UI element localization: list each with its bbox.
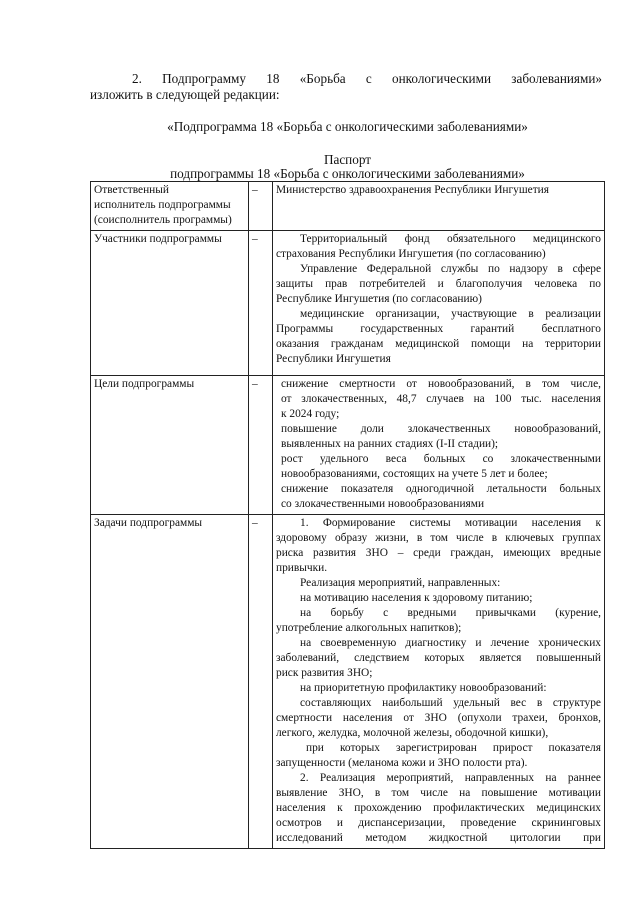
content-line: на своевременную диагностику и лечение хронических — [300, 637, 601, 649]
intro-paragraph-line1: 2. Подпрограмму 18 «Борьба с онкологическими заболеваниями» — [132, 71, 602, 86]
content-line: 1. Формирование системы мотивации населения к — [300, 517, 601, 529]
passport-title: Паспорт — [323, 152, 372, 167]
content-line: защиты прав потребителей и благополучия человека по — [276, 278, 601, 290]
content-line: Министерство здравоохранения Республики Ингушетия — [276, 184, 550, 196]
table-row-participants — [91, 231, 605, 376]
content-line: Республике Ингушетия (по согласованию) — [276, 293, 482, 305]
content-line: рост удельного веса больных со злокачественными — [281, 453, 601, 465]
content-line: исследований методом жидкостной цитологии при — [276, 832, 601, 844]
row-label — [91, 231, 249, 376]
label-line: (соисполнитель программы) — [94, 214, 232, 226]
subprogram-heading: «Подпрограмма 18 «Борьба с онкологическими заболеваниями» — [167, 119, 528, 134]
intro-paragraph-line2: изложить в следующей редакции: — [90, 87, 280, 102]
label-line: Задачи подпрограммы — [94, 517, 203, 529]
content-line: при которых зарегистрирован прирост показателя — [306, 742, 601, 754]
content-line: снижение показателя одногодичной летальности больных — [281, 483, 601, 495]
passport-table — [90, 181, 605, 849]
table-row-responsible — [91, 182, 605, 231]
content-line: риска развития ЗНО – среди граждан, имеющих вредные — [276, 547, 601, 559]
content-line: на приоритетную профилактику новообразований: — [300, 682, 547, 694]
content-line: здоровому образу жизни, в том числе в ключевых группах — [276, 532, 601, 544]
content-line: запущенности (меланома кожи и ЗНО полости рта). — [276, 757, 528, 769]
content-line: осмотров и диспансеризации, проведение скрининговых — [276, 817, 601, 829]
content-line: привычки. — [276, 562, 328, 574]
table-row-tasks — [91, 515, 605, 849]
content-line: Управление Федеральной службы по надзору в сфере — [300, 263, 601, 275]
label-line: Участники подпрограммы — [94, 233, 222, 245]
content-line: на мотивацию населения к здоровому питанию; — [300, 592, 533, 604]
content-line: Программы государственных гарантий бесплатного — [276, 323, 601, 335]
passport-subtitle: подпрограммы 18 «Борьба с онкологическими заболеваниями» — [170, 166, 525, 181]
content-line: новообразованиями, состоящих на учете 5 лет и более; — [281, 468, 548, 480]
content-line: Республики Ингушетия — [276, 353, 391, 365]
label-line: Цели подпрограммы — [94, 378, 195, 390]
row-content — [273, 231, 605, 376]
content-line: выявленных на ранних стадиях (I-II стадии); — [281, 438, 499, 450]
content-line: медицинские организации, участвующие в реализации — [300, 308, 601, 320]
content-line: страхования Республики Ингушетия (по согласованию) — [276, 248, 546, 260]
content-line: выявление ЗНО, в том числе на повышение мотивации — [276, 787, 601, 799]
content-line: употребление алкогольных напитков); — [276, 622, 462, 634]
content-line: Территориальный фонд обязательного медицинского — [300, 233, 601, 245]
content-line: повышение доли злокачественных новообразований, — [281, 423, 601, 435]
content-line: оказания гражданам медицинской помощи на территории — [276, 338, 601, 350]
dash-cell: – — [249, 376, 273, 515]
row-content — [273, 182, 605, 231]
row-label — [91, 515, 249, 849]
content-line: риск развития ЗНО; — [276, 667, 373, 679]
dash-cell: – — [249, 231, 273, 376]
content-line: от злокачественных, 48,7 случаев на 100 тыс. населения — [281, 393, 601, 405]
content-line: смертности населения от ЗНО (опухоли трахеи, бронхов, — [276, 712, 601, 724]
content-line: населения к прохождению профилактических медицинских — [276, 802, 601, 814]
content-line: со злокачественными новообразованиями — [281, 498, 485, 510]
table-row-goals — [91, 376, 605, 515]
content-line: составляющих наибольший удельный вес в структуре — [300, 697, 601, 709]
content-line: заболеваний, следствием которых является повышенный — [276, 652, 601, 664]
row-label — [91, 376, 249, 515]
content-line: снижение смертности от новообразований, в том числе, — [281, 378, 601, 390]
label-line: исполнитель подпрограммы — [94, 199, 231, 211]
dash-cell: – — [249, 515, 273, 849]
content-line: легкого, желудка, молочной железы, ободочной кишки), — [276, 727, 549, 739]
dash-cell: – — [249, 182, 273, 231]
row-content — [273, 515, 605, 849]
row-label — [91, 182, 249, 231]
content-line: к 2024 году; — [281, 408, 340, 420]
label-line: Ответственный — [94, 184, 170, 196]
content-line: 2. Реализация мероприятий, направленных на раннее — [300, 772, 601, 784]
row-content — [273, 376, 605, 515]
content-line: Реализация мероприятий, направленных: — [300, 577, 501, 589]
content-line: на борьбу с вредными привычками (курение, — [300, 607, 601, 619]
